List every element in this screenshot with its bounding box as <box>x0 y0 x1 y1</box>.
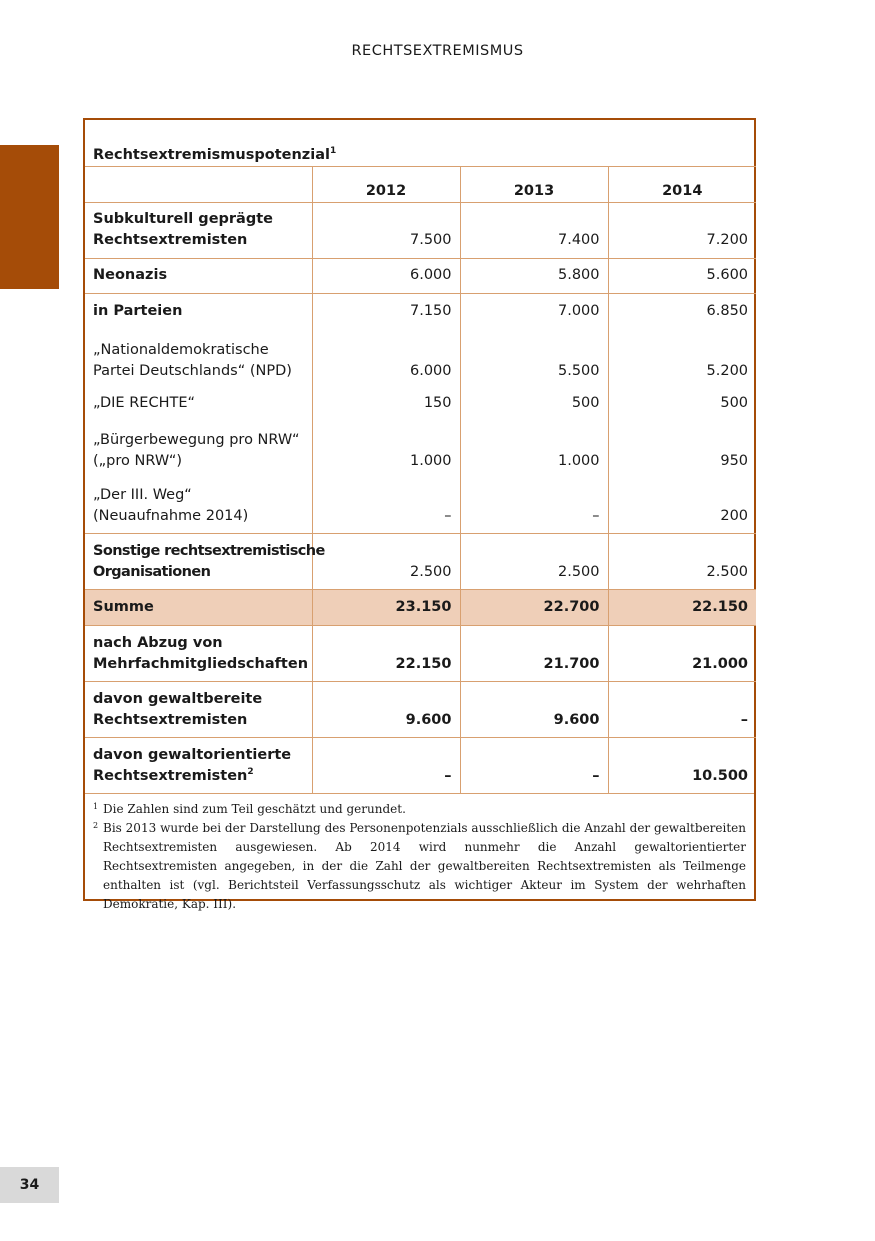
footnote-mark: 2 <box>93 821 99 830</box>
cell-2014: 10.500 <box>608 737 756 793</box>
cell-2013: 7.400 <box>460 202 608 258</box>
footnote <box>93 800 746 819</box>
row-label: nach Abzug von Mehrfachmitgliedschaften <box>85 625 312 681</box>
table-row <box>85 202 756 258</box>
cell-2013: 22.700 <box>460 589 608 625</box>
cell-2014: 950 <box>608 421 756 477</box>
cell-2014: 21.000 <box>608 625 756 681</box>
year-header-empty <box>85 166 312 202</box>
cell-2012: 23.150 <box>312 589 460 625</box>
row-label: Summe <box>85 589 312 625</box>
cell-2014: 200 <box>608 477 756 533</box>
cell-2014: 5.200 <box>608 329 756 385</box>
page-number: 34 <box>0 1167 59 1203</box>
cell-2012: 22.150 <box>312 625 460 681</box>
cell-2014: 22.150 <box>608 589 756 625</box>
cell-2014: 7.200 <box>608 202 756 258</box>
table-title: Rechtsextremismuspotenzial$^1$ <box>93 145 337 163</box>
cell-2012: 1.000 <box>312 421 460 477</box>
potential-table <box>85 120 756 793</box>
row-label: Subkulturell geprägte Rechtsextremisten <box>85 202 312 258</box>
title-footnote-ref: 1 <box>329 145 337 156</box>
cell-2013: 21.700 <box>460 625 608 681</box>
table-row <box>85 737 756 793</box>
cell-2012: 7.150 <box>312 293 460 329</box>
cell-2014: 5.600 <box>608 258 756 293</box>
cell-2014: 2.500 <box>608 533 756 589</box>
potential-table-frame <box>83 118 756 911</box>
footnote-text: Die Zahlen sind zum Teil geschätzt und gerundet. <box>103 802 406 816</box>
footnote-mark: 1 <box>93 802 99 811</box>
table-row <box>85 533 756 589</box>
table-row <box>85 293 756 329</box>
cell-2012: 7.500 <box>312 202 460 258</box>
footnote <box>93 819 746 914</box>
cell-2012: 6.000 <box>312 329 460 385</box>
table-row <box>85 681 756 737</box>
cell-2013: 7.000 <box>460 293 608 329</box>
row-label: Sonstige rechtsextremistische Organisationen <box>85 533 312 589</box>
cell-2013: 9.600 <box>460 681 608 737</box>
table-footnotes <box>85 793 754 914</box>
table-row <box>85 477 756 533</box>
cell-2013: 5.500 <box>460 329 608 385</box>
year-header-2013: 2013 <box>460 166 608 202</box>
row-label: „Nationaldemokratische Partei Deutschlands“ (NPD) <box>93 342 292 379</box>
cell-2014: – <box>608 681 756 737</box>
cell-2012: 150 <box>312 385 460 421</box>
cell-2013: – <box>460 737 608 793</box>
row-label: in Parteien <box>85 293 312 329</box>
row-label: „Der III. Weg“ (Neuaufnahme 2014) <box>93 486 249 524</box>
cell-2013: 1.000 <box>460 421 608 477</box>
footnote-text: Bis 2013 wurde bei der Darstellung des Personenpotenzials ausschließlich die Anzahl der gewaltbereiten Rechtsextremisten ausgewiesen. Ab 2014 wird nunmehr die Anzahl gewaltorientierter Rechtsextremisten angegeben, in der die Zahl der gewaltbereiten Rechtsextremisten als Teilmenge enthalten ist (vgl. Berichtsteil Verfassungsschutz als wichtiger Akteur im System der wehrhaften Demokratie, Kap. III). <box>103 821 746 911</box>
sum-row <box>85 589 756 625</box>
row-label: „DIE RECHTE“ <box>93 394 196 411</box>
cell-2012: 9.600 <box>312 681 460 737</box>
cell-2013: 500 <box>460 385 608 421</box>
cell-2012: – <box>312 737 460 793</box>
row-label: davon gewaltorientierte Rechtsextremisten$^2$ <box>85 737 312 793</box>
row-label: „Bürgerbewegung pro NRW“ („pro NRW“) <box>93 432 300 469</box>
chapter-side-tab <box>0 145 59 289</box>
cell-2014: 6.850 <box>608 293 756 329</box>
cell-2012: – <box>312 477 460 533</box>
cell-2013: – <box>460 477 608 533</box>
table-row <box>85 258 756 293</box>
cell-2014: 500 <box>608 385 756 421</box>
cell-2013: 2.500 <box>460 533 608 589</box>
year-header-2014: 2014 <box>608 166 756 202</box>
year-header-2012: 2012 <box>312 166 460 202</box>
running-header: RECHTSEXTREMISMUS <box>351 43 524 59</box>
row-label: Neonazis <box>85 258 312 293</box>
cell-2012: 2.500 <box>312 533 460 589</box>
table-row <box>85 625 756 681</box>
table-row <box>85 385 756 421</box>
cell-2013: 5.800 <box>460 258 608 293</box>
row-footnote-ref: 2 <box>247 767 254 778</box>
row-label: davon gewaltbereite Rechtsextremisten <box>85 681 312 737</box>
table-row <box>85 329 756 385</box>
cell-2012: 6.000 <box>312 258 460 293</box>
table-row <box>85 421 756 477</box>
